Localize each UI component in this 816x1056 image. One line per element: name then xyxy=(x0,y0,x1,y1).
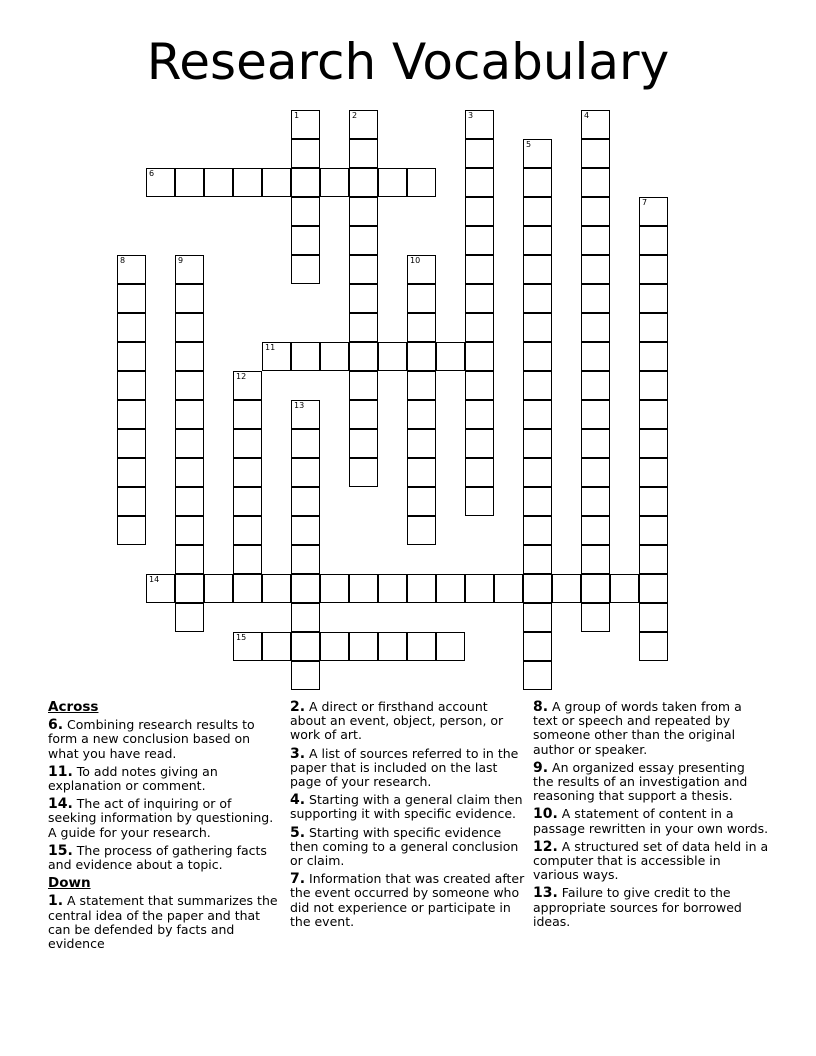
clues-column-3 xyxy=(533,700,769,933)
grid-cell[interactable] xyxy=(175,400,204,429)
grid-cell[interactable] xyxy=(117,313,146,342)
grid-cell[interactable] xyxy=(581,458,610,487)
clue-item xyxy=(48,765,280,793)
grid-cell[interactable] xyxy=(349,168,378,197)
grid-cell[interactable] xyxy=(581,284,610,313)
grid-cell[interactable] xyxy=(465,429,494,458)
grid-cell[interactable] xyxy=(639,400,668,429)
clue-number: 5 xyxy=(526,140,532,149)
grid-cell[interactable] xyxy=(523,255,552,284)
grid-cell[interactable] xyxy=(639,371,668,400)
grid-cell[interactable] xyxy=(523,429,552,458)
grid-cell[interactable] xyxy=(291,197,320,226)
clue-number: 8 xyxy=(120,256,126,265)
grid-cell[interactable] xyxy=(523,226,552,255)
grid-cell[interactable] xyxy=(407,516,436,545)
grid-cell[interactable] xyxy=(523,458,552,487)
grid-cell[interactable] xyxy=(581,487,610,516)
grid-cell[interactable] xyxy=(581,168,610,197)
grid-cell[interactable] xyxy=(175,371,204,400)
grid-cell[interactable] xyxy=(349,632,378,661)
grid-cell[interactable] xyxy=(291,574,320,603)
grid-cell[interactable] xyxy=(233,487,262,516)
clue-number: 15 xyxy=(236,633,247,642)
grid-cell[interactable] xyxy=(465,168,494,197)
grid-cell[interactable] xyxy=(349,255,378,284)
grid-cell[interactable] xyxy=(465,139,494,168)
clue-text: Information that was created after the event occurred by someone who did not experience or participate in the event. xyxy=(290,871,525,929)
clue-item xyxy=(533,840,769,883)
grid-cell[interactable] xyxy=(175,284,204,313)
clue-number: 1 xyxy=(294,111,300,120)
grid-cell[interactable] xyxy=(262,168,291,197)
grid-cell[interactable] xyxy=(378,342,407,371)
grid-cell[interactable] xyxy=(639,487,668,516)
grid-cell[interactable] xyxy=(465,197,494,226)
grid-cell[interactable] xyxy=(407,400,436,429)
grid-cell[interactable] xyxy=(291,632,320,661)
grid-cell[interactable] xyxy=(523,371,552,400)
grid-cell[interactable] xyxy=(581,603,610,632)
grid-cell[interactable] xyxy=(523,632,552,661)
grid-cell[interactable] xyxy=(117,284,146,313)
clue-item xyxy=(533,700,769,757)
grid-cell[interactable] xyxy=(291,661,320,690)
clue-number: 7 xyxy=(642,198,648,207)
grid-cell[interactable] xyxy=(117,429,146,458)
grid-cell[interactable] xyxy=(407,255,436,284)
clue-item xyxy=(48,894,280,951)
grid-cell[interactable] xyxy=(407,487,436,516)
grid-cell[interactable] xyxy=(291,255,320,284)
grid-cell[interactable] xyxy=(117,516,146,545)
clue-text: Starting with specific evidence then coming to a general conclusion or claim. xyxy=(290,824,519,869)
clue-number: 14 xyxy=(149,575,160,584)
grid-cell[interactable] xyxy=(465,284,494,313)
grid-cell[interactable] xyxy=(349,313,378,342)
grid-cell[interactable] xyxy=(175,545,204,574)
clue-number: 13 xyxy=(294,401,305,410)
clue-number-label: 13. xyxy=(533,885,558,902)
grid-cell[interactable] xyxy=(175,487,204,516)
grid-cell[interactable] xyxy=(523,313,552,342)
grid-cell[interactable] xyxy=(291,342,320,371)
grid-cell[interactable] xyxy=(320,574,349,603)
grid-cell[interactable] xyxy=(175,574,204,603)
grid-cell[interactable] xyxy=(407,313,436,342)
grid-cell[interactable] xyxy=(639,313,668,342)
grid-cell[interactable] xyxy=(349,458,378,487)
clue-item xyxy=(290,700,526,743)
clue-number-label: 7. xyxy=(290,871,306,888)
grid-cell[interactable] xyxy=(117,342,146,371)
grid-cell[interactable] xyxy=(233,371,262,400)
grid-cell[interactable] xyxy=(233,458,262,487)
grid-cell[interactable] xyxy=(407,168,436,197)
grid-cell[interactable] xyxy=(639,603,668,632)
grid-cell[interactable] xyxy=(320,632,349,661)
grid-cell[interactable] xyxy=(117,487,146,516)
grid-cell[interactable] xyxy=(378,168,407,197)
grid-cell[interactable] xyxy=(233,545,262,574)
clue-number: 2 xyxy=(352,111,358,120)
grid-cell[interactable] xyxy=(320,342,349,371)
clue-number-label: 2. xyxy=(290,699,306,715)
clue-item xyxy=(48,844,280,872)
grid-cell[interactable] xyxy=(291,400,320,429)
grid-cell[interactable] xyxy=(175,168,204,197)
grid-cell[interactable] xyxy=(117,458,146,487)
grid-cell[interactable] xyxy=(262,574,291,603)
grid-cell[interactable] xyxy=(465,574,494,603)
grid-cell[interactable] xyxy=(291,545,320,574)
grid-cell[interactable] xyxy=(581,574,610,603)
grid-cell[interactable] xyxy=(349,400,378,429)
grid-cell[interactable] xyxy=(639,516,668,545)
grid-cell[interactable] xyxy=(291,516,320,545)
grid-cell[interactable] xyxy=(639,574,668,603)
grid-cell[interactable] xyxy=(465,371,494,400)
clue-number-label: 5. xyxy=(290,824,306,841)
grid-cell[interactable] xyxy=(639,632,668,661)
grid-cell[interactable] xyxy=(117,255,146,284)
grid-cell[interactable] xyxy=(581,197,610,226)
grid-cell[interactable] xyxy=(581,400,610,429)
clue-item xyxy=(533,761,769,804)
clue-number-label: 4. xyxy=(290,792,306,809)
grid-cell[interactable] xyxy=(291,458,320,487)
clue-item xyxy=(290,872,526,929)
grid-cell[interactable] xyxy=(581,226,610,255)
clue-text: An organized essay presenting the results of an investigation and reasoning that support a thesis. xyxy=(533,759,748,804)
grid-cell[interactable] xyxy=(639,458,668,487)
grid-cell[interactable] xyxy=(639,197,668,226)
grid-cell[interactable] xyxy=(639,284,668,313)
grid-cell[interactable] xyxy=(581,139,610,168)
grid-cell[interactable] xyxy=(233,632,262,661)
clue-text: A list of sources referred to in the paper that is included on the last page of your research. xyxy=(290,745,519,790)
clue-item xyxy=(290,826,526,869)
grid-cell[interactable] xyxy=(291,110,320,139)
clue-item xyxy=(48,797,280,840)
clue-number-label: 12. xyxy=(533,838,558,855)
grid-cell[interactable] xyxy=(175,429,204,458)
clue-text: A group of words taken from a text or speech and repeated by someone other than the original author or speaker. xyxy=(533,699,742,757)
grid-cell[interactable] xyxy=(349,429,378,458)
clue-text: A direct or firsthand account about an event, object, person, or work of art. xyxy=(290,699,504,743)
grid-cell[interactable] xyxy=(523,342,552,371)
grid-cell[interactable] xyxy=(407,342,436,371)
grid-cell[interactable] xyxy=(233,574,262,603)
grid-cell[interactable] xyxy=(262,342,291,371)
clue-text: A structured set of data held in a computer that is accessible in various ways. xyxy=(533,838,769,883)
grid-cell[interactable] xyxy=(610,574,639,603)
grid-cell[interactable] xyxy=(146,574,175,603)
grid-cell[interactable] xyxy=(465,342,494,371)
clue-text: The act of inquiring or of seeking information by questioning. A guide for your research. xyxy=(48,796,274,840)
grid-cell[interactable] xyxy=(378,632,407,661)
clue-number-label: 8. xyxy=(533,699,549,715)
grid-cell[interactable] xyxy=(523,574,552,603)
grid-cell[interactable] xyxy=(407,574,436,603)
grid-cell[interactable] xyxy=(552,574,581,603)
grid-cell[interactable] xyxy=(349,226,378,255)
grid-cell[interactable] xyxy=(436,574,465,603)
clue-number: 11 xyxy=(265,343,276,352)
clue-text: To add notes giving an explanation or comment. xyxy=(48,763,218,794)
clue-number-label: 14. xyxy=(48,796,73,813)
clue-text: A statement of content in a passage rewritten in your own words. xyxy=(533,806,769,836)
grid-cell[interactable] xyxy=(175,516,204,545)
page-title: Research Vocabulary xyxy=(146,33,670,91)
grid-cell[interactable] xyxy=(465,400,494,429)
grid-cell[interactable] xyxy=(175,255,204,284)
clue-item xyxy=(533,807,769,835)
grid-cell[interactable] xyxy=(204,574,233,603)
grid-cell[interactable] xyxy=(349,574,378,603)
grid-cell[interactable] xyxy=(465,110,494,139)
grid-cell[interactable] xyxy=(436,342,465,371)
grid-cell[interactable] xyxy=(639,429,668,458)
grid-cell[interactable] xyxy=(146,168,175,197)
grid-cell[interactable] xyxy=(523,139,552,168)
grid-cell[interactable] xyxy=(291,429,320,458)
grid-cell[interactable] xyxy=(581,255,610,284)
clue-text: Combining research results to form a new conclusion based on what you have read. xyxy=(48,717,255,761)
grid-cell[interactable] xyxy=(407,371,436,400)
grid-cell[interactable] xyxy=(639,342,668,371)
clue-number: 9 xyxy=(178,256,184,265)
grid-cell[interactable] xyxy=(291,168,320,197)
clue-text: Starting with a general claim then supporting it with specific evidence. xyxy=(290,792,523,822)
grid-cell[interactable] xyxy=(262,632,291,661)
grid-cell[interactable] xyxy=(494,574,523,603)
grid-cell[interactable] xyxy=(175,458,204,487)
grid-cell[interactable] xyxy=(581,313,610,342)
clue-number-label: 3. xyxy=(290,745,306,762)
grid-cell[interactable] xyxy=(639,226,668,255)
grid-cell[interactable] xyxy=(581,516,610,545)
grid-cell[interactable] xyxy=(465,226,494,255)
grid-cell[interactable] xyxy=(523,661,552,690)
clue-number-label: 6. xyxy=(48,717,64,734)
grid-cell[interactable] xyxy=(175,342,204,371)
grid-cell[interactable] xyxy=(407,632,436,661)
grid-cell[interactable] xyxy=(117,400,146,429)
grid-cell[interactable] xyxy=(117,371,146,400)
clues-column-2 xyxy=(290,700,526,933)
grid-cell[interactable] xyxy=(465,487,494,516)
clue-number-label: 10. xyxy=(533,806,558,823)
grid-cell[interactable] xyxy=(233,400,262,429)
grid-cell[interactable] xyxy=(581,371,610,400)
grid-cell[interactable] xyxy=(523,197,552,226)
grid-cell[interactable] xyxy=(581,342,610,371)
clue-number: 6 xyxy=(149,169,155,178)
grid-cell[interactable] xyxy=(523,487,552,516)
clue-number-label: 15. xyxy=(48,842,73,859)
grid-cell[interactable] xyxy=(291,487,320,516)
clue-item xyxy=(533,886,769,929)
grid-cell[interactable] xyxy=(523,400,552,429)
clue-number: 12 xyxy=(236,372,247,381)
grid-cell[interactable] xyxy=(581,429,610,458)
grid-cell[interactable] xyxy=(291,139,320,168)
grid-cell[interactable] xyxy=(175,603,204,632)
grid-cell[interactable] xyxy=(639,255,668,284)
grid-cell[interactable] xyxy=(407,284,436,313)
grid-cell[interactable] xyxy=(523,168,552,197)
grid-cell[interactable] xyxy=(233,429,262,458)
clue-item xyxy=(290,747,526,790)
clue-text: Failure to give credit to the appropriate sources for borrowed ideas. xyxy=(533,885,742,929)
grid-cell[interactable] xyxy=(465,255,494,284)
grid-cell[interactable] xyxy=(378,574,407,603)
grid-cell[interactable] xyxy=(523,545,552,574)
clue-text: The process of gathering facts and evidence about a topic. xyxy=(48,842,267,873)
grid-cell[interactable] xyxy=(349,371,378,400)
grid-cell[interactable] xyxy=(349,110,378,139)
clue-number: 10 xyxy=(410,256,421,265)
down-heading: Down xyxy=(48,875,91,892)
grid-cell[interactable] xyxy=(233,168,262,197)
grid-cell[interactable] xyxy=(407,458,436,487)
grid-cell[interactable] xyxy=(349,197,378,226)
grid-cell[interactable] xyxy=(436,632,465,661)
grid-cell[interactable] xyxy=(581,545,610,574)
clue-number-label: 1. xyxy=(48,893,64,910)
grid-cell[interactable] xyxy=(581,110,610,139)
clue-item xyxy=(48,718,280,761)
grid-cell[interactable] xyxy=(465,313,494,342)
grid-cell[interactable] xyxy=(291,603,320,632)
clue-item xyxy=(290,793,526,821)
clue-number: 4 xyxy=(584,111,590,120)
grid-cell[interactable] xyxy=(233,516,262,545)
clues-column-1 xyxy=(48,700,280,955)
clue-number-label: 11. xyxy=(48,763,73,780)
grid-cell[interactable] xyxy=(349,342,378,371)
clue-number-label: 9. xyxy=(533,759,549,776)
grid-cell[interactable] xyxy=(349,284,378,313)
clue-text: A statement that summarizes the central idea of the paper and that can be defended by facts and evidence xyxy=(48,893,278,952)
grid-cell[interactable] xyxy=(291,226,320,255)
grid-cell[interactable] xyxy=(523,516,552,545)
grid-cell[interactable] xyxy=(175,313,204,342)
grid-cell[interactable] xyxy=(407,429,436,458)
across-heading: Across xyxy=(48,699,99,715)
grid-cell[interactable] xyxy=(204,168,233,197)
grid-cell[interactable] xyxy=(639,545,668,574)
grid-cell[interactable] xyxy=(349,139,378,168)
grid-cell[interactable] xyxy=(465,458,494,487)
grid-cell[interactable] xyxy=(523,284,552,313)
grid-cell[interactable] xyxy=(523,603,552,632)
grid-cell[interactable] xyxy=(320,168,349,197)
clue-number: 3 xyxy=(468,111,474,120)
